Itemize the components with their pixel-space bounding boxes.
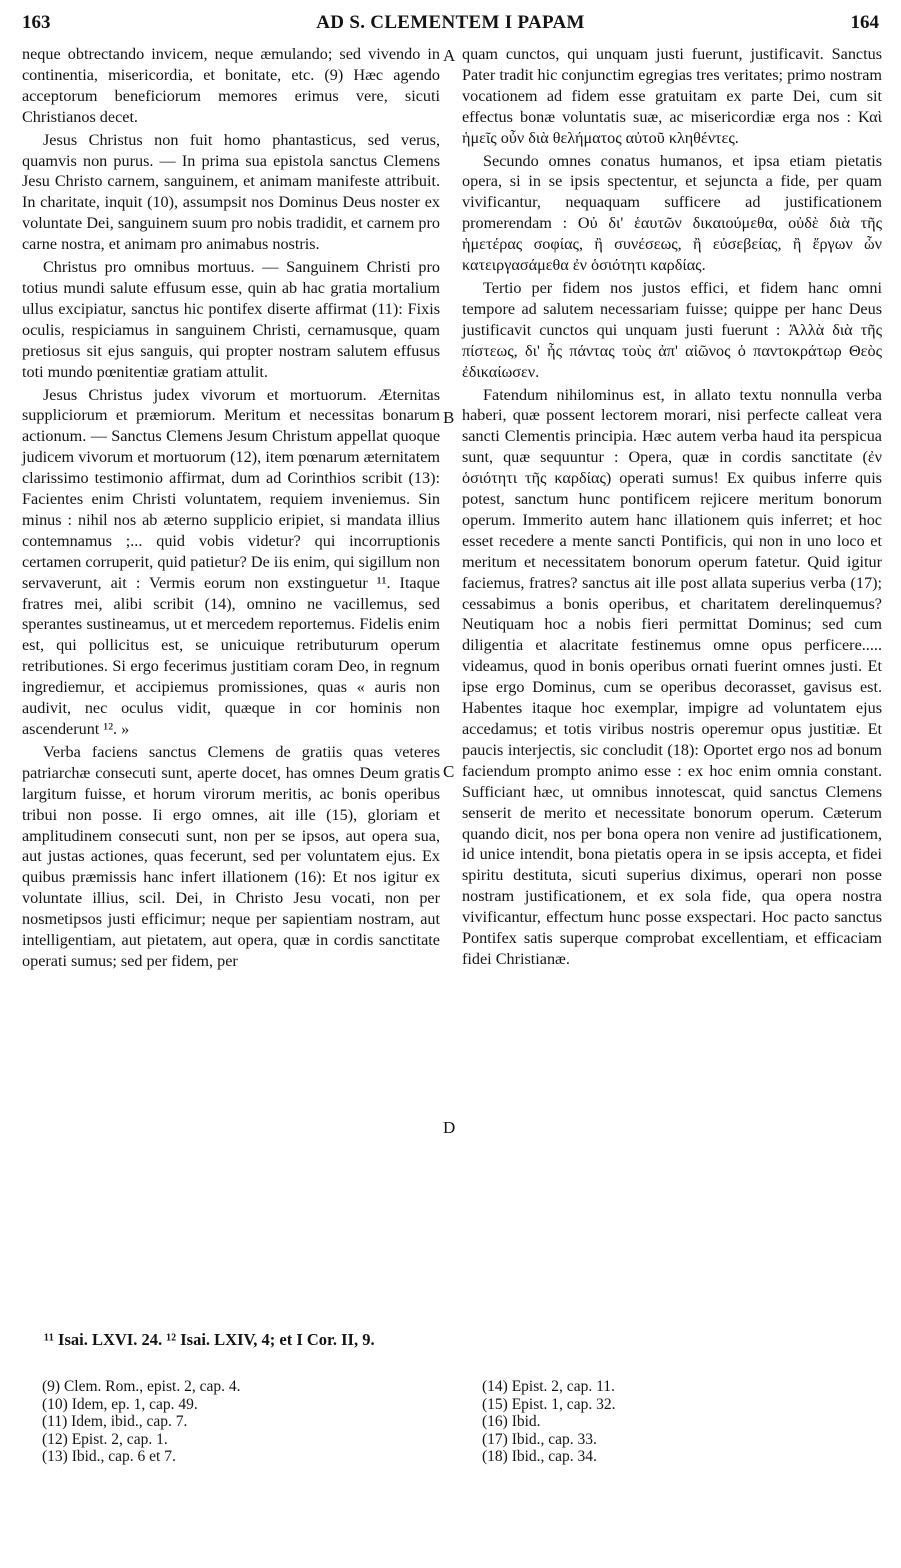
page-number-left: 163 xyxy=(22,12,51,33)
page-number-right: 164 xyxy=(850,12,879,33)
footnote: (18) Ibid., cap. 34. xyxy=(482,1448,597,1466)
left-paragraph: Verba faciens sanctus Clemens de gratiis quas veteres patriarchæ consecuti sunt, aperte docet, has omnes Deum gratis largitum fuisse, et horum virorum meritis, ac bonis operibus tribui non posse. Ii ergo omnes, ait ille (15), gloriam et amplitudinem consecuti sunt, non per se ipsos, aut opera sua, aut justas actiones, quas fecerunt, sed per voluntatem ejus. Ex quibus præmissis hanc infert illationem (16): Et nos igitur ex voluntate illius, scil. Dei, in Christo Jesu vocati, non per nosmetipsos justi efficimur; neque per sapientiam nostram, aut intelligentiam, aut pietatem, aut opera, quæ in cordis sanctitate operati sumus; sed per fidem, per xyxy=(22,742,440,970)
margin-marker-d: D xyxy=(443,1118,456,1137)
right-paragraph: Tertio per fidem nos justos effici, et fidem hanc omni tempore ad salutem necessariam fuisse; quippe per hanc Deus justificavit cunctos qui unquam justi fuerunt : Ἀλλὰ διὰ τῆς πίστεως, δι' ἧς πάντας τοὺς ἀπ' αἰῶνος ὁ παντοκράτωρ Θεὸς ἐδικαίωσεν. xyxy=(462,278,882,381)
left-paragraph: Jesus Christus non fuit homo phantasticus, sed verus, quamvis non purus. — In prima sua epistola sanctus Clemens Jesu Christo carnem, sanguinem, et animam manifeste attribuit. In charitate, inquit (10), assumpsit nos Dominus Deus noster ex voluntate Dei, sanguinem suum pro nobis tradidit, et carnem pro carne nostra, et animam pro animabus nostris. xyxy=(22,130,440,254)
footnote: (12) Epist. 2, cap. 1. xyxy=(42,1430,168,1448)
footnote: (17) Ibid., cap. 33. xyxy=(482,1430,597,1448)
left-paragraph: neque obtrectando invicem, neque æmulando; sed vivendo in continentia, misericordia, et bonitate, etc. (9) Hæc agendo acceptorum beneficiorum memores erimus vere, sicuti Christianos decet. xyxy=(22,45,440,126)
margin-marker-c: C xyxy=(443,762,455,781)
margin-marker-a: A xyxy=(443,46,456,65)
left-paragraph: Christus pro omnibus mortuus. — Sanguinem Christi pro totius mundi salute effusum esse, quin ab hac gratia mortalium ullus excipiatur, sanctus hic pontifex diserte affirmat (11): Fixis oculis, respiciamus in sanguinem Christi, cernamusque, quam pretiosus sit ejus sanguis, qui propter nostram salutem effusus toti mundo pœnitentiæ gratiam attulit. xyxy=(22,258,440,381)
footnote: (14) Epist. 2, cap. 11. xyxy=(482,1378,615,1395)
left-paragraph: Jesus Christus judex vivorum et mortuorum. Æternitas suppliciorum et præmiorum. Meritum et necessitas bonarum actionum. — Sanctus Clemens Jesum Christum appellat quoque judicem vivorum et mortuorum (12), item pœnarum æternitatem clarissimo testimonio affirmat, dum ad Corinthios scribit (13): Facientes enim Christi voluntatem, requiem inveniemus. Sin minus : nihil nos ab æterno supplicio eripiet, si mandata illius contemnamus ;... quid vobis videtur? qui incorruptionis certamen corruperit, quid patietur? De iis enim, qui sigillum non servaverunt, ait : Vermis eorum non exstinguetur ¹¹. Itaque fratres mei, alibi scribit (14), omnino ne vacillemus, sed sperantes sustineamus, ut et mercedem reportemus. Fidelis enim est, qui pollicitus est, se unicuique retributurum operum retributiones. Si ergo fecerimus justitiam coram Deo, in regnum ingrediemur, et accipiemus promissiones, quas « auris non audivit, nec oculus vidit, quæque in cor hominis non ascenderunt ¹². » xyxy=(22,385,440,738)
footnote: (15) Epist. 1, cap. 32. xyxy=(482,1395,616,1413)
right-column xyxy=(462,44,882,970)
right-paragraph: Secundo omnes conatus humanos, et ipsa etiam pietatis opera, si in se ipsis spectentur, et sejuncta a fide, per quam vivificantur, nequaquam sufficere ad justificationem promerendam : Οὐ δι' ἑαυτῶν δικαιούμεθα, οὐδὲ διὰ τῆς ἡμετέρας σοφίας, ἢ συνέσεως, ἢ εὐσεβείας, ἢ ἔργων ὧν κατειργασάμεθα ἐν ὁσιότητι καρδίας. xyxy=(462,151,882,275)
footnotes-left xyxy=(42,1378,240,1466)
running-title: AD S. CLEMENTEM I PAPAM xyxy=(316,12,585,33)
running-header xyxy=(22,12,879,38)
right-paragraph: Fatendum nihilominus est, in allato textu nonnulla verba haberi, quæ possent lectorem morari, nisi perfecte calleat vera sancti Clementis principia. Hæc autem verba haud ita perspicua sunt, quæ sequuntur : Opera, quæ in cordis sanctitate (ἐν ὁσιότητι τῆς καρδίας) operati sumus! Ex quibus inferre quis potest, sanctum hunc pontificem rejicere meritum bonorum operum. Immerito autem hanc illationem quis inferret; et hoc esset recedere a mente sancti Pontificis, qui non in uno loco et meritum et necessitatem bonorum operum fatetur. Quid igitur faciemus, fratres? sanctus ait ille post allata superius verba (17); cessabimus a bonis operibus, et charitatem derelinquemus? Neutiquam hoc a nobis fieri permittat Dominus; sed cum diligentia et alacritate festinemus omne opus perficere..... videamus, quod in bonis operibus ornati fuerint omnes justi. Et ipse ergo Dominus, cum se operibus decorasset, gavisus est. Habentes itaque hoc exemplar, impigre ad voluntatem ejus accedamus; et totis viribus nostris operemur opus justitiæ. Et paucis interjectis, sic concludit (18): Oportet ergo nos ad bonum faciendum prompto animo esse : ex hoc enim omnia constant. Sufficiant hæc, ut omnibus innotescat, quid sanctus Clemens senserit de merito et necessitate bonorum operum. Cæterum quando dicit, nos per bona opera non venire ad justificationem, id unice intendit, bona pietatis opera in se ipsis accepta, et fidei spiritu destituta, sicuti superius diximus, operari non posse nostram justificationem, et ex sola fide, qua opera nostra vivificantur, effectum hunc posse exspectari. Hoc pacto sanctus Pontifex satis superque comprobat excellentiam, et efficaciam fidei Christianæ. xyxy=(462,385,882,968)
footnote: (9) Clem. Rom., epist. 2, cap. 4. xyxy=(42,1378,241,1395)
footnote: (13) Ibid., cap. 6 et 7. xyxy=(42,1448,176,1466)
scripture-footnotes: ¹¹ Isai. LXVI. 24. ¹² Isai. LXIV, 4; et I Cor. II, 9. xyxy=(44,1330,375,1349)
right-paragraph: quam cunctos, qui unquam justi fuerunt, justificavit. Sanctus Pater tradit hic conjunctim egregias tres veritates; primo nostram vocationem ad fidem esse gratuitam ex parte Dei, cum sit effectus bonæ voluntatis suæ, ac misericordiæ erga nos : Καὶ ἡμεῖς οὖν διὰ θελήματος αὐτοῦ κληθέντες. xyxy=(462,45,882,147)
footnote: (10) Idem, ep. 1, cap. 49. xyxy=(42,1395,198,1413)
footnote: (11) Idem, ibid., cap. 7. xyxy=(42,1413,188,1431)
footnote: (16) Ibid. xyxy=(482,1413,541,1431)
left-column xyxy=(22,44,440,972)
footnotes-right xyxy=(482,1378,615,1466)
margin-marker-b: B xyxy=(443,408,455,427)
